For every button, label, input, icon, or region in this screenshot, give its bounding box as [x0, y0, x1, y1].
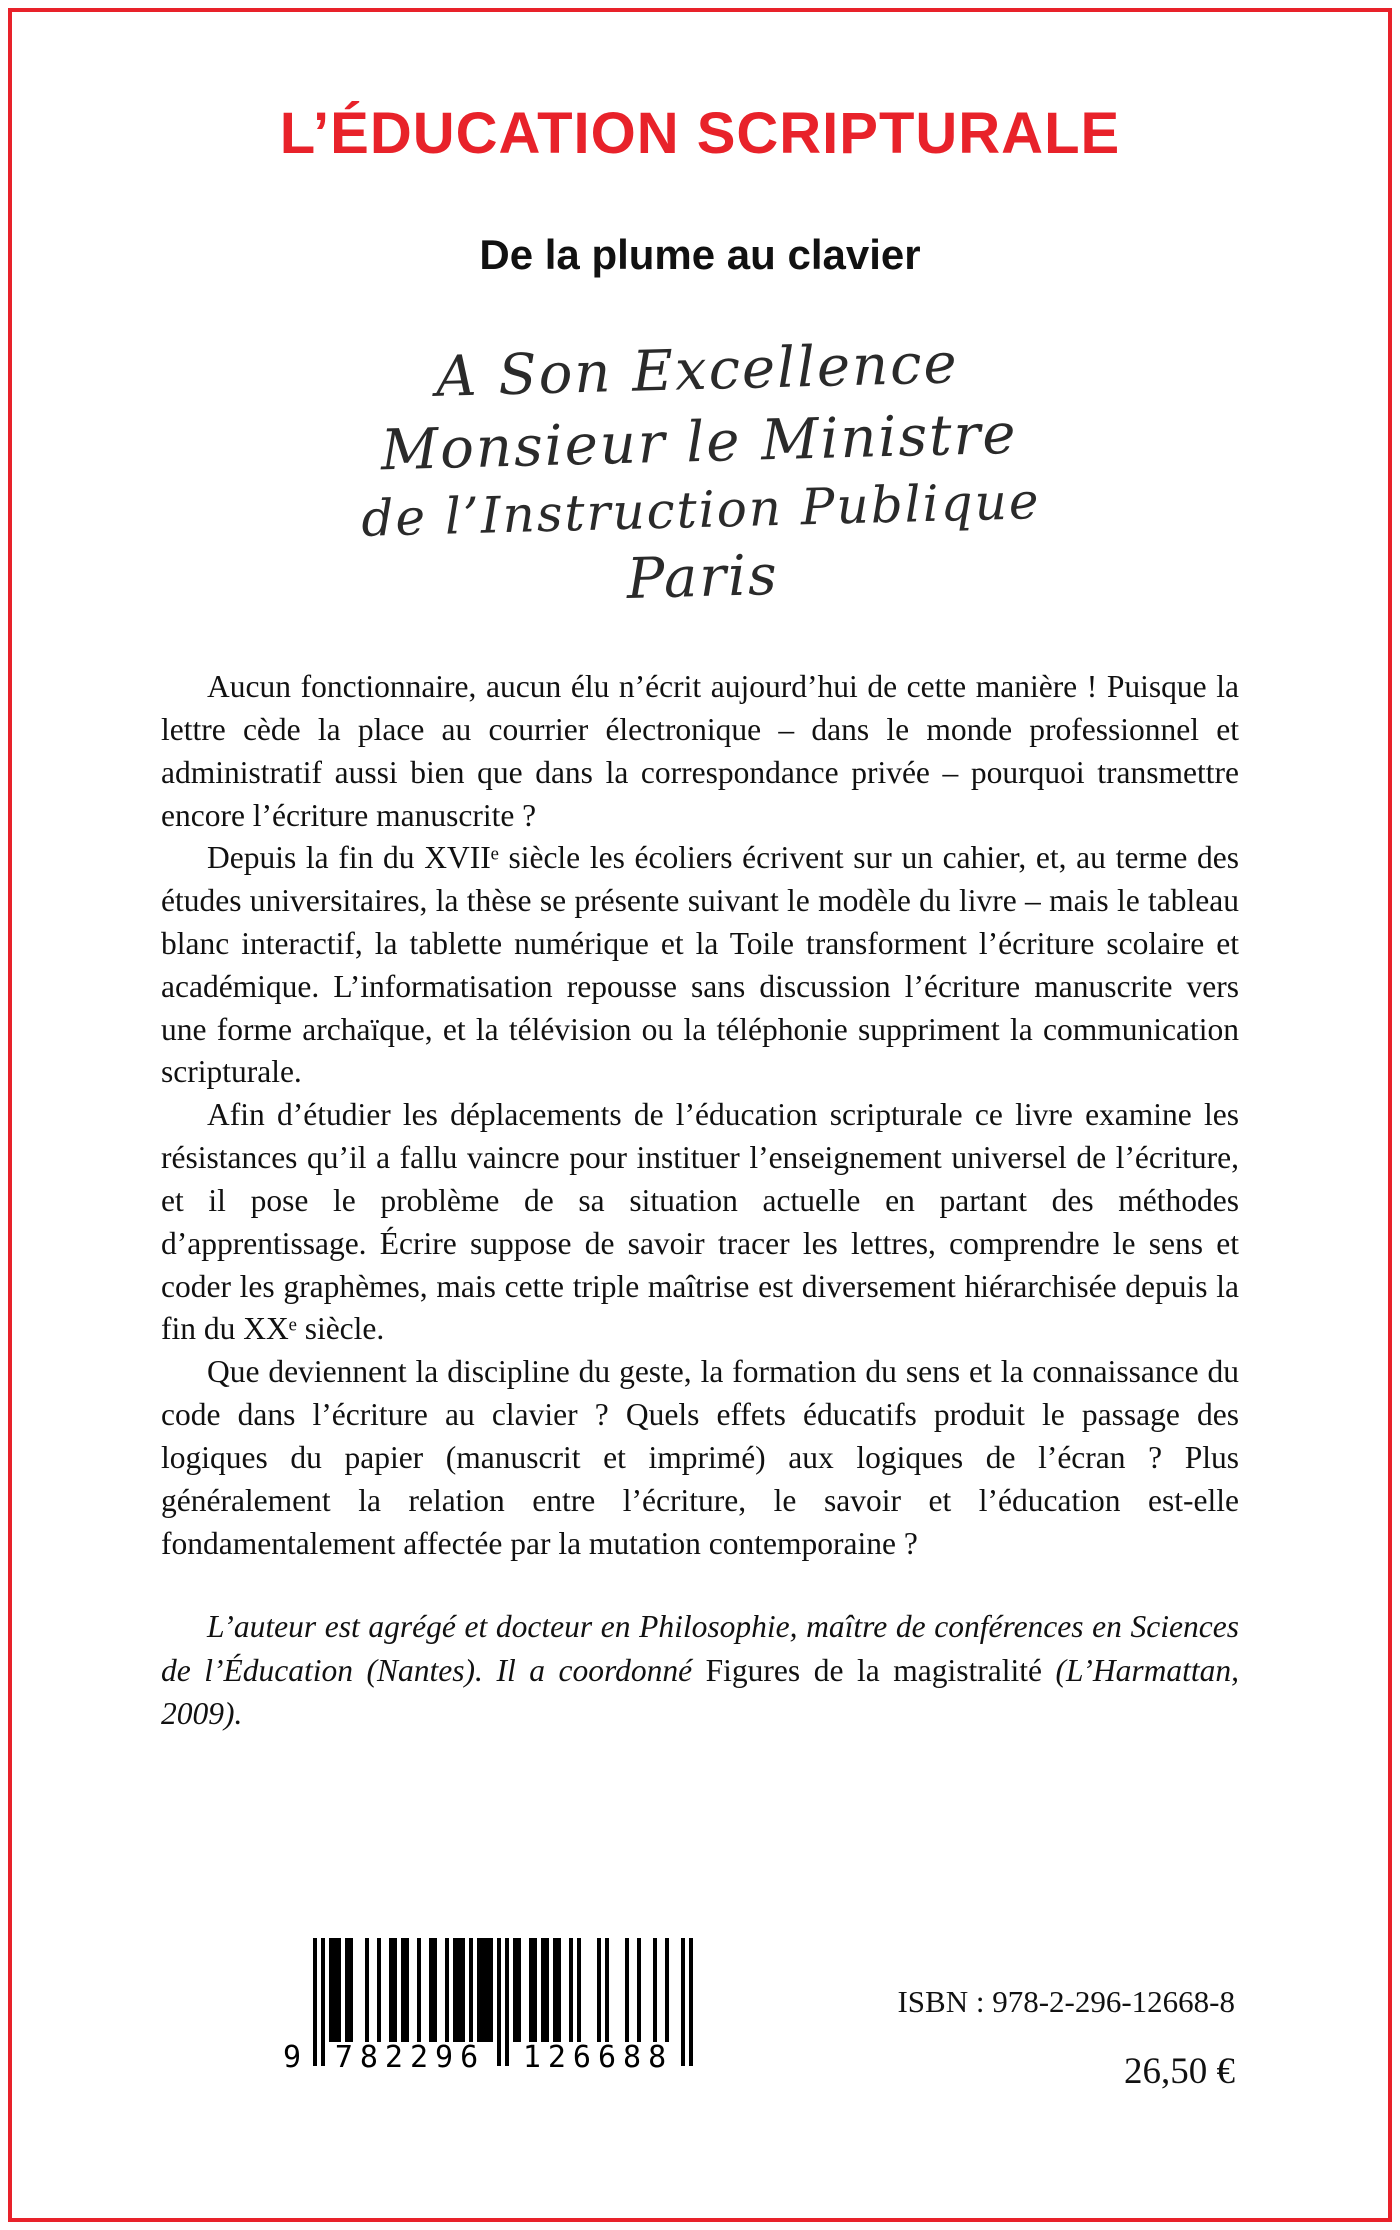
- price-text: 26,50 €: [1124, 2051, 1235, 2092]
- bio-italic-2: (L’Harmattan, 2009).: [161, 1652, 1239, 1732]
- back-cover-text: [161, 666, 1239, 1565]
- bio-italic-1: L’auteur est agrégé et docteur en Philosophie, maître de conférences en Sciences de l’Éducation (Nantes). Il a coordonné: [161, 1609, 1239, 1688]
- book-title: L’ÉDUCATION SCRIPTURALE: [279, 101, 1121, 166]
- book-subtitle: De la plume au clavier: [479, 231, 921, 278]
- barcode-digits-left: 782296: [334, 2040, 486, 2075]
- barcode-digit-first: 9: [283, 2040, 302, 2075]
- calligraphy-line: de l’Instruction Publique: [360, 472, 1042, 549]
- calligraphy-line: Paris: [625, 543, 780, 613]
- calligraphy-line: Monsieur le Ministre: [380, 401, 1019, 484]
- barcode-digits: [283, 2040, 693, 2075]
- calligraphy-image: [0, 317, 1400, 633]
- bio-book-title: Figures de la magistralité: [705, 1652, 1056, 1688]
- calligraphy-line: A Son Excellence: [435, 331, 960, 410]
- footer-right: [897, 1938, 1235, 2093]
- barcode-digits-right: 126688: [522, 2040, 674, 2075]
- body-paragraph: Afin d’étudier les déplacements de l’éducation scripturale ce livre examine les résistances qu’il a fallu vaincre pour instituer l’enseignement universel de l’écriture, et il pose le problème de sa situation actuelle en partant des méthodes d’apprentissage. Écrire suppose de savoir tracer les lettres, comprendre le sens et coder les graphèmes, mais cette triple maîtrise est diversement hiérarchisée depuis la fin du XXᵉ siècle.: [161, 1097, 1239, 1347]
- body-paragraph: Que deviennent la discipline du geste, la formation du sens et la connaissance du code dans l’écriture au clavier ? Quels effets éducatifs produit le passage des logiques du papier (manuscrit et imprimé) aux logiques de l’écran ? Plus généralement la relation entre l’écriture, le savoir et l’éducation est-elle fondamentalement affectée par la mutation contemporaine ?: [161, 1354, 1239, 1561]
- author-bio: [161, 1605, 1239, 1735]
- body-paragraph: Depuis la fin du XVIIᵉ siècle les écoliers écrivent sur un cahier, et, au terme des études universitaires, la thèse se présente suivant le modèle du livre – mais le tableau blanc interactif, la tablette numérique et la Toile transforment l’écriture scolaire et académique. L’informatisation repousse sans discussion l’écriture manuscrite vers une forme archaïque, et la télévision ou la téléphonie suppriment la communication scripturale.: [161, 840, 1239, 1090]
- body-paragraph: Aucun fonctionnaire, aucun élu n’écrit aujourd’hui de cette manière ! Puisque la lettre cède la place au courrier électronique – dans le monde professionnel et administratif aussi bien que dans la correspondance privée – pourquoi transmettre encore l’écriture manuscrite ?: [161, 669, 1239, 833]
- barcode: [283, 1938, 693, 2075]
- footer: [163, 1938, 1235, 2093]
- isbn-text: ISBN : 978-2-296-12668-8: [897, 1984, 1235, 2019]
